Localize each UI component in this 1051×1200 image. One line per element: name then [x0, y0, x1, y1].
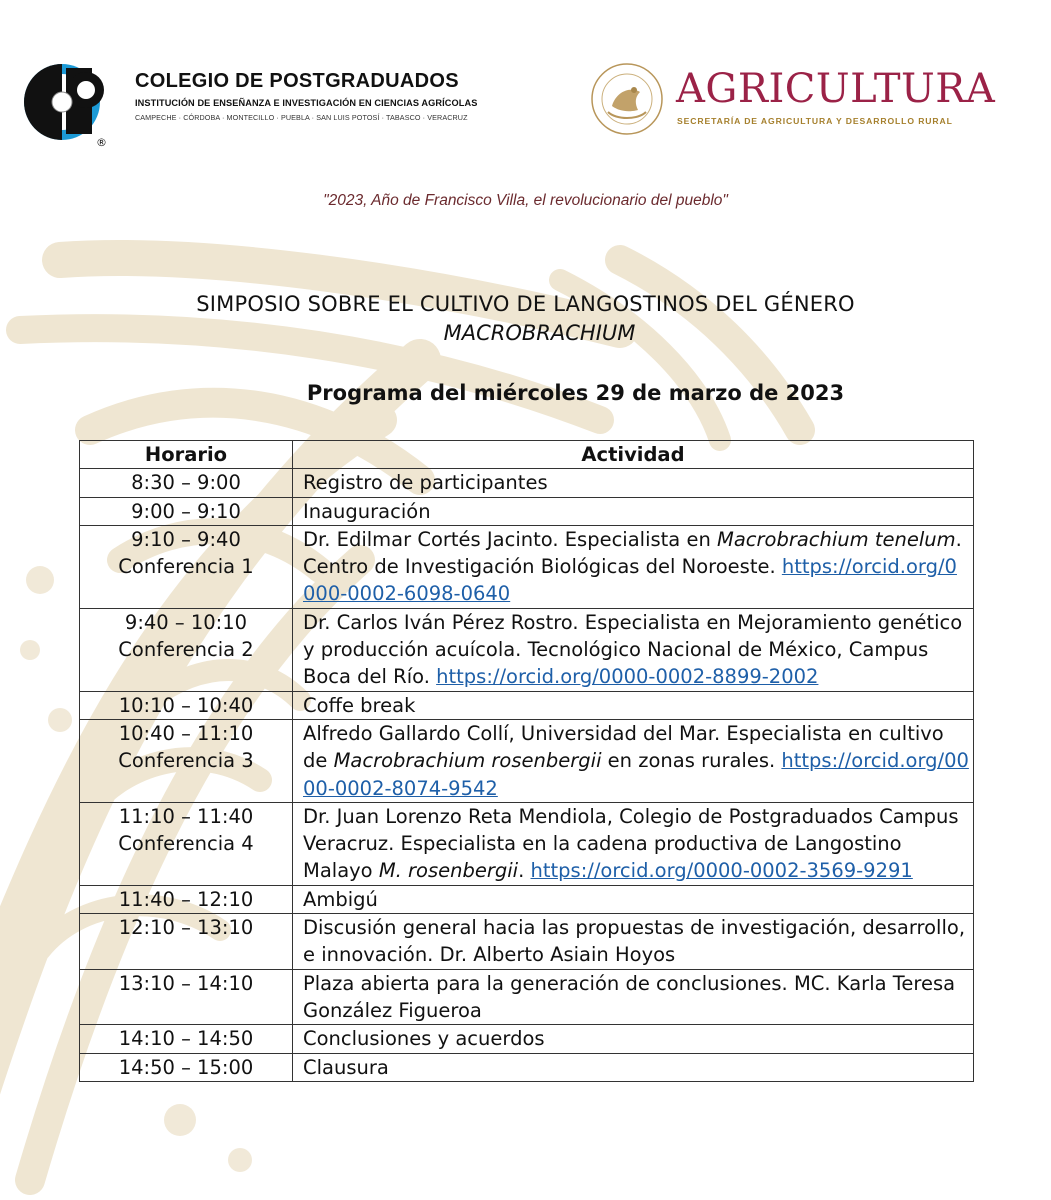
time-cell: 14:50 – 15:00	[80, 1053, 293, 1081]
symposium-title: SIMPOSIO SOBRE EL CULTIVO DE LANGOSTINOS DEL GÉNERO	[196, 292, 855, 316]
time-cell: 9:00 – 9:10	[80, 497, 293, 525]
time-cell: 11:40 – 12:10	[80, 885, 293, 913]
activity-cell: Conclusiones y acuerdos	[293, 1025, 974, 1053]
orcid-link[interactable]: https://orcid.org/0000-0002-8074-9542	[303, 749, 969, 800]
mexico-seal-icon	[590, 62, 664, 136]
activity-cell	[293, 608, 974, 691]
orcid-link[interactable]: https://orcid.org/0000-0002-6098-0640	[303, 555, 957, 606]
activity-cell	[293, 525, 974, 608]
activity-text: Dr. Juan Lorenzo Reta Mendiola, Colegio de Postgraduados Campus Veracruz. Especialista en la cadena productiva de Langostino Malayo	[303, 804, 959, 883]
conference-label: Conferencia 1	[118, 555, 254, 579]
activity-cell	[293, 802, 974, 885]
header-actividad: Actividad	[293, 441, 974, 469]
table-row	[80, 885, 974, 913]
activity-cell: Registro de participantes	[293, 469, 974, 497]
table-row	[80, 1025, 974, 1053]
time-cell: 14:10 – 14:50	[80, 1025, 293, 1053]
activity-cell: Plaza abierta para la generación de conclusiones. MC. Karla Teresa González Figueroa	[293, 969, 974, 1025]
header-horario: Horario	[80, 441, 293, 469]
conference-label: Conferencia 3	[118, 749, 254, 773]
species-name: M. rosenbergii	[378, 859, 519, 883]
cp-text-block	[135, 70, 477, 122]
activity-text-cont: . Centro de Investigación Biológicas del Noroeste.	[303, 527, 962, 579]
time-cell	[80, 525, 293, 608]
time-range: 9:10 – 9:40	[131, 527, 241, 551]
table-row	[80, 914, 974, 970]
activity-cell: Clausura	[293, 1053, 974, 1081]
activity-cell	[293, 719, 974, 802]
registered-mark: ®	[96, 136, 107, 149]
activity-text-cont: .	[518, 859, 525, 883]
table-row	[80, 1053, 974, 1081]
time-cell	[80, 719, 293, 802]
orcid-link[interactable]: https://orcid.org/0000-0002-3569-9291	[530, 859, 913, 883]
table-row	[80, 608, 974, 691]
table-row	[80, 802, 974, 885]
table-row	[80, 497, 974, 525]
time-cell: 8:30 – 9:00	[80, 469, 293, 497]
activity-text: Dr. Edilmar Cortés Jacinto. Especialista en	[303, 527, 718, 551]
time-cell	[80, 608, 293, 691]
table-row	[80, 469, 974, 497]
conference-label: Conferencia 4	[118, 832, 254, 856]
conference-label: Conferencia 2	[118, 638, 254, 662]
activity-text-cont: en zonas rurales.	[601, 749, 776, 773]
activity-cell: Coffe break	[293, 691, 974, 719]
cp-name: COLEGIO DE POSTGRADUADOS	[135, 70, 459, 92]
time-cell: 13:10 – 14:10	[80, 969, 293, 1025]
table-row	[80, 719, 974, 802]
time-cell: 12:10 – 13:10	[80, 914, 293, 970]
time-cell: 10:10 – 10:40	[80, 691, 293, 719]
colegio-postgraduados-logo	[20, 58, 116, 150]
time-range: 10:40 – 11:10	[118, 721, 254, 745]
cp-campuses: CAMPECHE · CÓRDOBA · MONTECILLO · PUEBLA · SAN LUIS POTOSÍ · TABASCO · VERACRUZ	[135, 113, 468, 122]
table-row	[80, 969, 974, 1025]
agricultura-subtitle: SECRETARÍA DE AGRICULTURA Y DESARROLLO RURAL	[677, 116, 953, 126]
time-range: 9:40 – 10:10	[124, 610, 248, 634]
year-motto: "2023, Año de Francisco Villa, el revolucionario del pueblo"	[323, 192, 728, 209]
table-header-row	[80, 441, 974, 469]
time-range: 11:10 – 11:40	[118, 804, 254, 828]
orcid-link[interactable]: https://orcid.org/0000-0002-8899-2002	[436, 665, 819, 689]
activity-text: Dr. Carlos Iván Pérez Rostro. Especialista en Mejoramiento genético y producción acuícola. Tecnológico Nacional de México, Campus Boca del Río.	[303, 610, 963, 689]
schedule-table	[79, 440, 974, 1082]
table-row	[80, 691, 974, 719]
letterhead	[0, 0, 1051, 160]
symposium-title-genus: MACROBRACHIUM	[443, 321, 636, 345]
species-name: Macrobrachium tenelum	[717, 527, 956, 551]
activity-cell: Ambigú	[293, 885, 974, 913]
program-heading: Programa del miércoles 29 de marzo de 2023	[306, 381, 845, 405]
activity-cell: Discusión general hacia las propuestas de investigación, desarrollo, e innovación. Dr. Alberto Asiain Hoyos	[293, 914, 974, 970]
cp-subtitle: INSTITUCIÓN DE ENSEÑANZA E INVESTIGACIÓN EN CIENCIAS AGRÍCOLAS	[135, 98, 478, 108]
species-name: Macrobrachium rosenbergii	[333, 749, 602, 773]
table-row	[80, 525, 974, 608]
agricultura-title: AGRICULTURA	[676, 66, 996, 112]
activity-cell: Inauguración	[293, 497, 974, 525]
activity-text: Alfredo Gallardo Collí, Universidad del Mar. Especialista en cultivo de	[303, 721, 944, 773]
time-cell	[80, 802, 293, 885]
